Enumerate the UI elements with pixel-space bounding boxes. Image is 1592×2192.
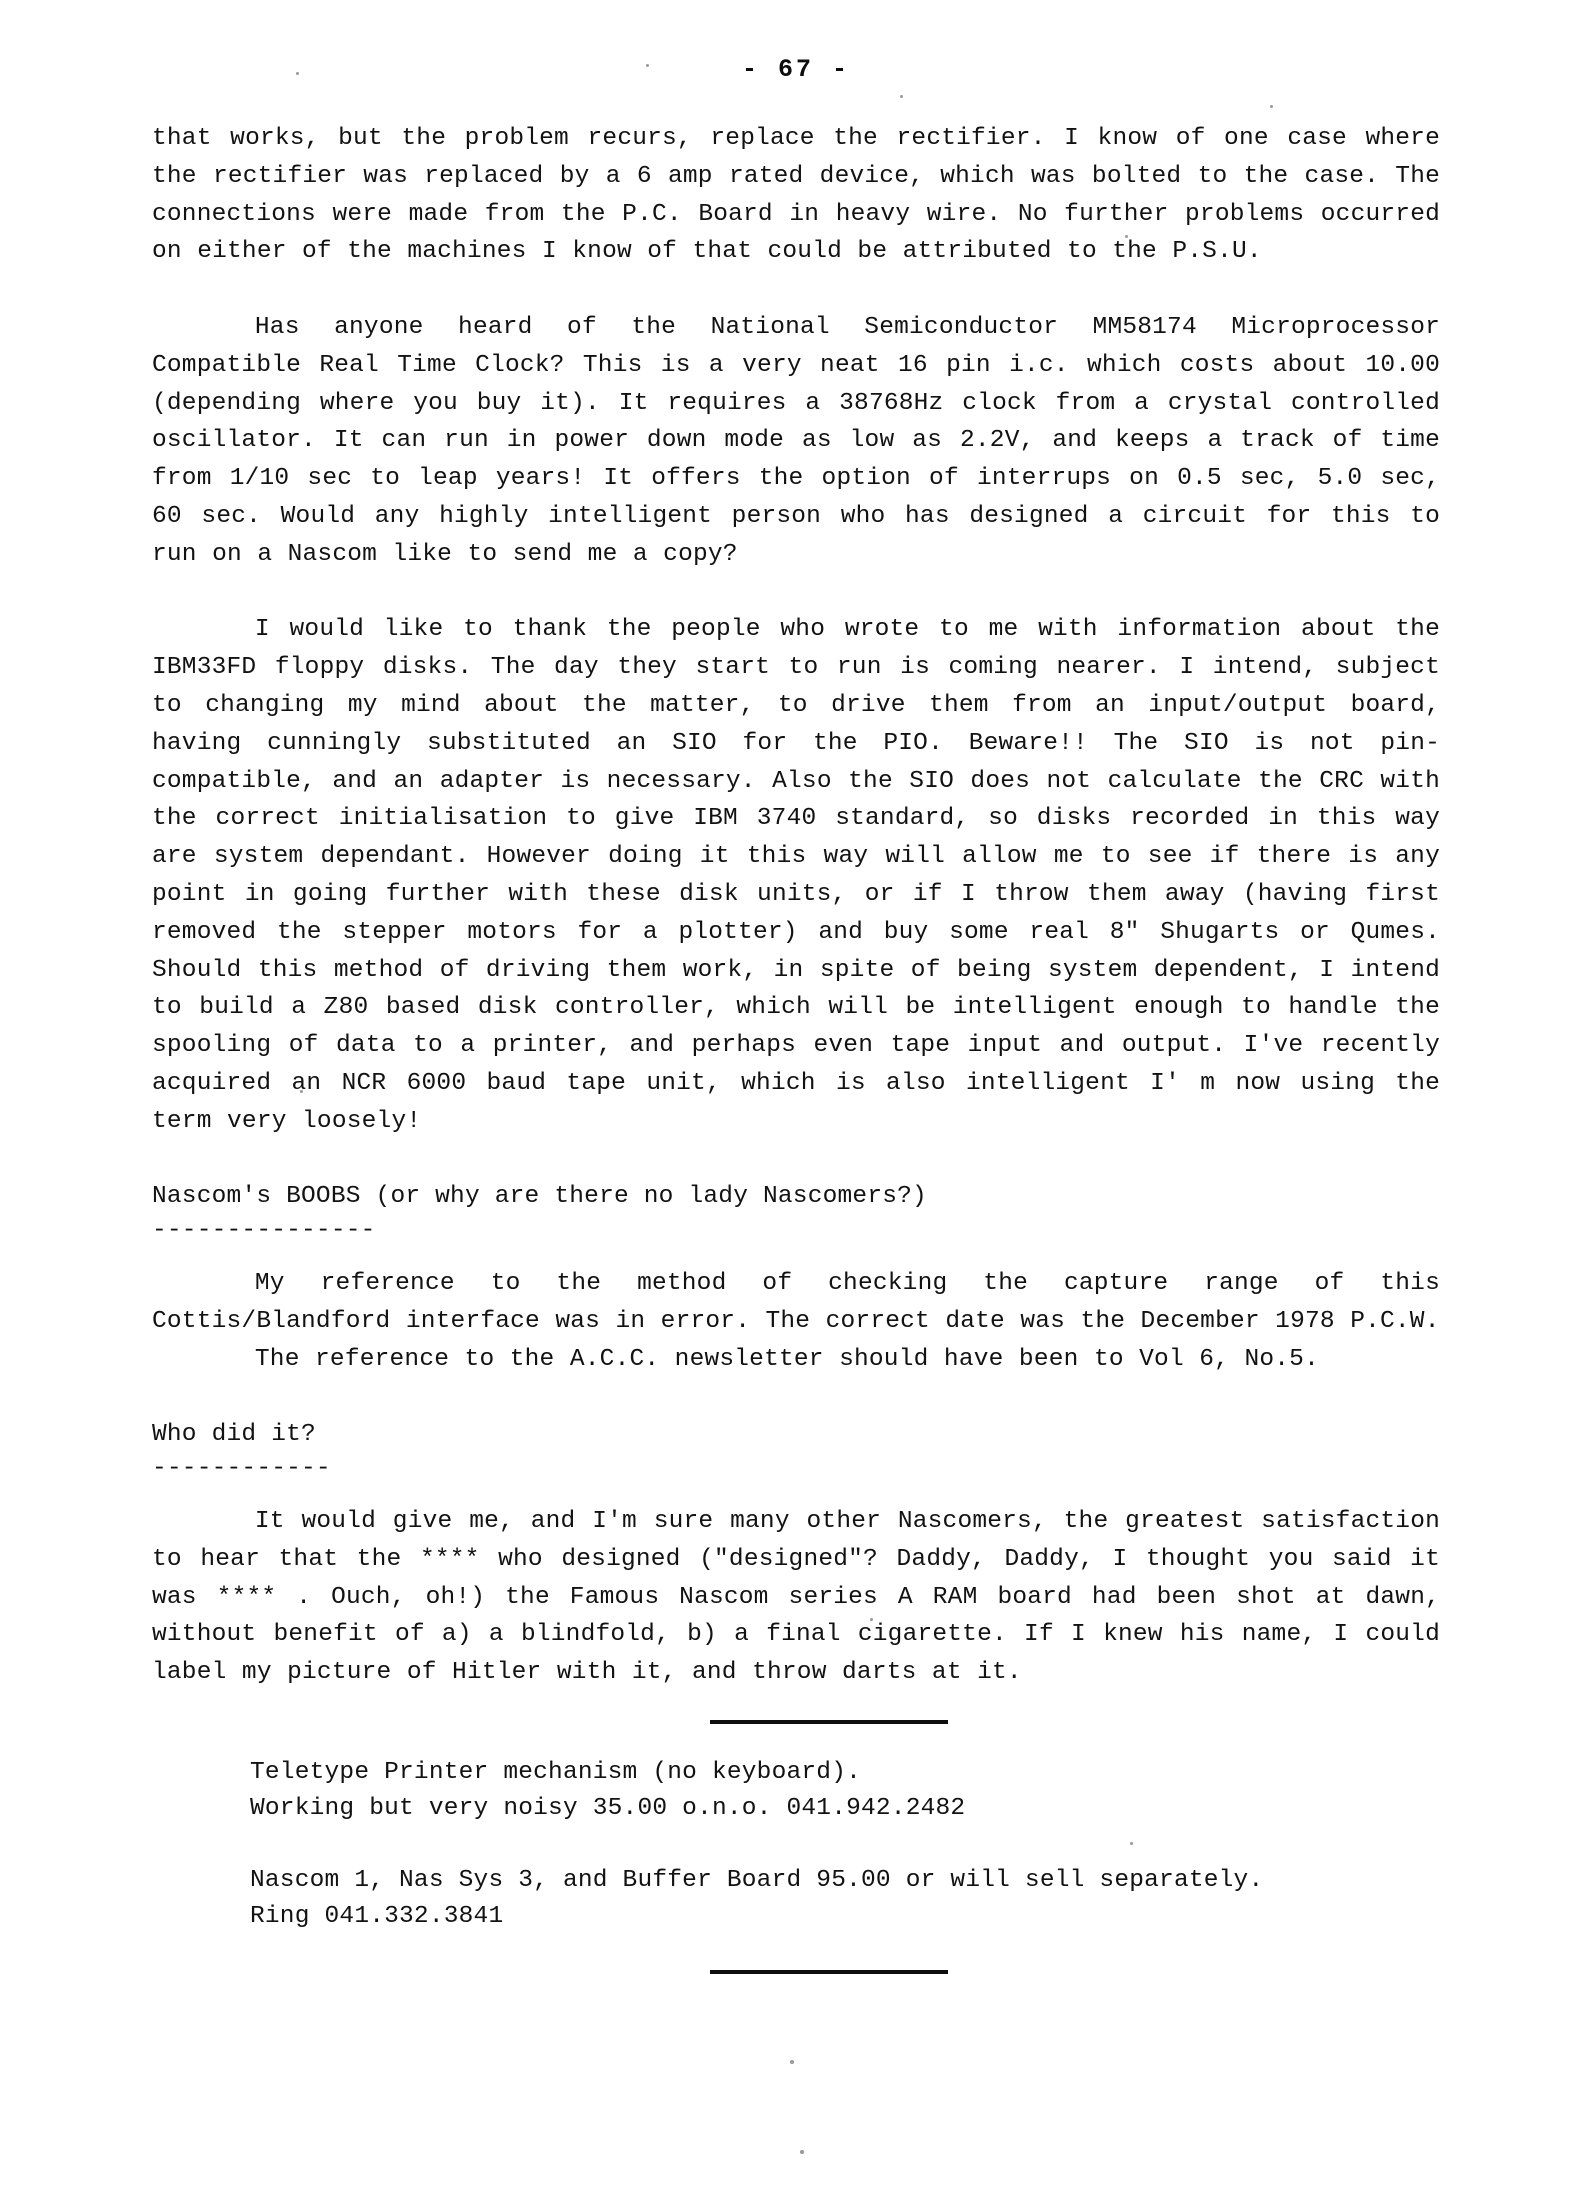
paragraph-psu: that works, but the problem recurs, replace the rectifier. I know of one case where the rectifier was replaced by a 6 amp rated device, which was bolted to the case. The connections were made from the P.C. Board in heavy wire. No further problems occurred on either of the machines I know of that could be attributed to the P.S.U. — [152, 125, 1440, 266]
heading-gap — [152, 1246, 1440, 1265]
section-gap — [152, 1141, 1440, 1179]
paragraph-boobs-2 — [152, 1341, 1440, 1379]
paragraph-whodidit-text: It would give me, and I'm sure many other Nascomers, the greatest satisfaction to hear that the **** who designed ("designed"? Daddy, Daddy, I thought you said it was **** . Ouch, oh!) the Famous Nascom series A RAM board had been shot at dawn, without benefit of a) a blindfold, b) a final cigarette. If I knew his name, I could label my picture of Hitler with it, and throw darts at it. — [152, 1508, 1440, 1687]
paragraph-boobs-1-text: My reference to the method of checking the capture range of this Cottis/Blandford interface was in error. The correct date was the December 1978 P.C.W. — [152, 1270, 1440, 1335]
paragraph-boobs-2-text: The reference to the A.C.C. newsletter should have been to Vol 6, No.5. — [254, 1345, 1319, 1373]
ads-divider-bottom — [710, 1970, 948, 1974]
scan-speck — [646, 64, 649, 67]
ad-1-line-1: Teletype Printer mechanism (no keyboard). — [250, 1759, 861, 1786]
paragraph-gap — [152, 271, 1440, 309]
classified-ads — [250, 1755, 1400, 1935]
heading-whodidit-underline: ------------ — [152, 1455, 331, 1483]
paragraph-rtc-text: Has anyone heard of the National Semiconductor MM58174 Microprocessor Compatible Real Time Clock? This is a very neat 16 pin i.c. which costs about 10.00 (depending where you buy it). It requires a 38768Hz clock from a crystal controlled oscillator. It can run in power down mode as low as 2.2V, and keeps a track of time from 1/10 sec to leap years! It offers the option of interrups on 0.5 sec, 5.0 sec, 60 sec. Would any highly intelligent person who has designed a circuit for this to run on a Nascom like to send me a copy? — [152, 313, 1440, 568]
ad-1-line-2: Working but very noisy 35.00 o.n.o. 041.942.2482 — [250, 1795, 966, 1822]
scan-speck — [900, 95, 903, 98]
ad-2-line-1: Nascom 1, Nas Sys 3, and Buffer Board 95.00 or will sell separately. — [250, 1867, 1264, 1894]
paragraph-floppy — [152, 611, 1440, 1140]
heading-whodidit: Who did it? — [152, 1421, 316, 1449]
heading-boobs: Nascom's BOOBS (or why are there no lady Nascomers?) — [152, 1183, 927, 1211]
page-number: - 67 - — [741, 55, 850, 84]
scan-speck — [790, 2060, 794, 2064]
heading-gap — [152, 1484, 1440, 1503]
body-text-column — [152, 120, 1440, 1730]
paragraph-gap — [152, 574, 1440, 612]
ads-divider-top — [710, 1720, 948, 1724]
scan-speck — [800, 2150, 804, 2154]
paragraph-whodidit — [152, 1503, 1440, 1692]
paragraph-rtc — [152, 309, 1440, 574]
paragraph-boobs-1 — [152, 1265, 1440, 1341]
ads-divider-top-wrap — [152, 1720, 1440, 1730]
paragraph-floppy-text: I would like to thank the people who wrote to me with information about the IBM33FD floppy disks. The day they start to run is coming nearer. I intend, subject to changing my mind about the matter, to drive them from an input/output board, having cunningly substituted an SIO for the PIO. Beware!! The SIO is not pin-compatible, and an adapter is necessary. Also the SIO does not calculate the CRC with the correct initialisation to give IBM 3740 standard, so disks recorded in this way are system dependant. However doing it this way will allow me to see if there is any point in going further with these disk units, or if I throw them away (having first removed the stepper motors for a plotter) and buy some real 8" Shugarts or Qumes. Should this method of driving them work, in spite of being system dependent, I intend to build a Z80 based disk controller, which will be intelligent enough to handle the spooling of data to a printer, and perhaps even tape input and output. I've recently acquired an NCR 6000 baud tape unit, which is also intelligent I' m now using the term very loosely! — [152, 616, 1440, 1135]
scan-speck — [1270, 105, 1273, 108]
ad-gap — [250, 1827, 1400, 1863]
section-gap — [152, 1379, 1440, 1417]
ad-2-line-2: Ring 041.332.3841 — [250, 1903, 504, 1930]
divider-gap — [152, 1692, 1440, 1720]
heading-boobs-underline: --------------- — [152, 1217, 376, 1245]
scan-speck — [296, 72, 299, 75]
